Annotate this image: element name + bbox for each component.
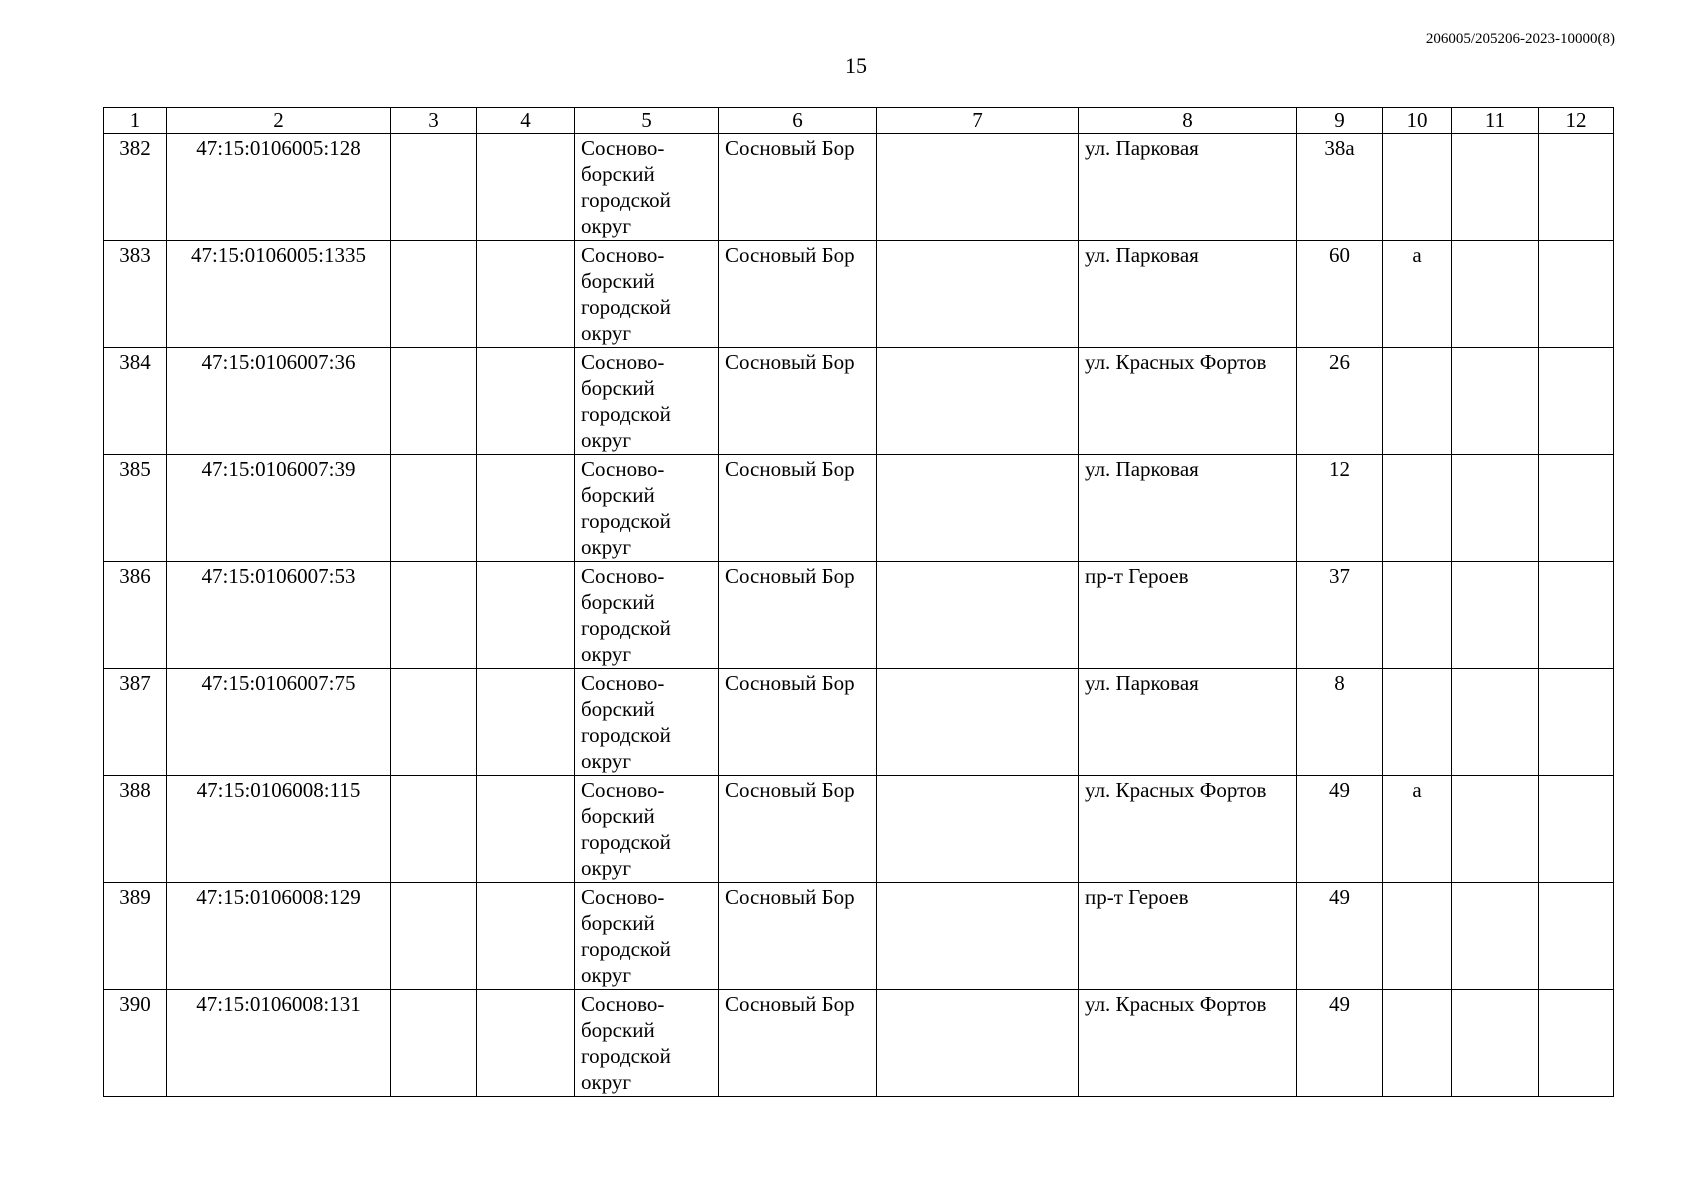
column-12-cell: [1539, 883, 1614, 990]
municipality-cell: Сосново-борский городской округ: [575, 455, 719, 562]
row-number-cell: 385: [104, 455, 167, 562]
street-cell: ул. Парковая: [1079, 134, 1297, 241]
column-4-cell: [477, 883, 575, 990]
column-4-cell: [477, 669, 575, 776]
municipality-cell: Сосново-борский городской округ: [575, 241, 719, 348]
column-12-cell: [1539, 562, 1614, 669]
column-3-cell: [391, 990, 477, 1097]
column-7-cell: [877, 990, 1079, 1097]
cadastral-number-cell: 47:15:0106007:53: [167, 562, 391, 669]
row-number-cell: 384: [104, 348, 167, 455]
column-3-cell: [391, 562, 477, 669]
cadastral-number-cell: 47:15:0106008:115: [167, 776, 391, 883]
column-12-cell: [1539, 348, 1614, 455]
table-row: [104, 455, 1614, 562]
house-number-cell: 26: [1297, 348, 1383, 455]
column-4-cell: [477, 241, 575, 348]
cadastral-number-cell: 47:15:0106007:75: [167, 669, 391, 776]
table-header: [104, 108, 1614, 134]
column-12-cell: [1539, 241, 1614, 348]
letter-cell: [1383, 990, 1452, 1097]
letter-cell: [1383, 562, 1452, 669]
column-7-cell: [877, 883, 1079, 990]
column-header: 3: [391, 108, 477, 134]
row-number-cell: 387: [104, 669, 167, 776]
street-cell: ул. Парковая: [1079, 669, 1297, 776]
letter-cell: [1383, 134, 1452, 241]
row-number-cell: 390: [104, 990, 167, 1097]
column-7-cell: [877, 134, 1079, 241]
street-cell: ул. Парковая: [1079, 241, 1297, 348]
letter-cell: [1383, 883, 1452, 990]
column-3-cell: [391, 455, 477, 562]
street-cell: ул. Красных Фортов: [1079, 348, 1297, 455]
column-7-cell: [877, 241, 1079, 348]
row-number-cell: 386: [104, 562, 167, 669]
house-number-cell: 12: [1297, 455, 1383, 562]
settlement-cell: Сосновый Бор: [719, 776, 877, 883]
municipality-cell: Сосново-борский городской округ: [575, 348, 719, 455]
column-4-cell: [477, 455, 575, 562]
column-3-cell: [391, 134, 477, 241]
street-cell: ул. Парковая: [1079, 455, 1297, 562]
column-11-cell: [1452, 241, 1539, 348]
column-3-cell: [391, 241, 477, 348]
settlement-cell: Сосновый Бор: [719, 883, 877, 990]
municipality-cell: Сосново-борский городской округ: [575, 562, 719, 669]
column-4-cell: [477, 348, 575, 455]
street-cell: ул. Красных Фортов: [1079, 776, 1297, 883]
street-cell: пр-т Героев: [1079, 562, 1297, 669]
column-7-cell: [877, 562, 1079, 669]
settlement-cell: Сосновый Бор: [719, 134, 877, 241]
table-row: [104, 883, 1614, 990]
table-row: [104, 562, 1614, 669]
column-11-cell: [1452, 776, 1539, 883]
column-header: 2: [167, 108, 391, 134]
municipality-cell: Сосново-борский городской округ: [575, 134, 719, 241]
cadastral-number-cell: 47:15:0106008:131: [167, 990, 391, 1097]
column-7-cell: [877, 348, 1079, 455]
column-3-cell: [391, 883, 477, 990]
column-7-cell: [877, 669, 1079, 776]
column-4-cell: [477, 776, 575, 883]
cadastral-number-cell: 47:15:0106007:36: [167, 348, 391, 455]
cadastral-number-cell: 47:15:0106005:128: [167, 134, 391, 241]
column-12-cell: [1539, 134, 1614, 241]
column-11-cell: [1452, 348, 1539, 455]
municipality-cell: Сосново-борский городской округ: [575, 669, 719, 776]
column-12-cell: [1539, 455, 1614, 562]
column-12-cell: [1539, 990, 1614, 1097]
row-number-cell: 389: [104, 883, 167, 990]
table-row: [104, 990, 1614, 1097]
street-cell: пр-т Героев: [1079, 883, 1297, 990]
document-reference: 206005/205206-2023-10000(8): [1425, 31, 1615, 47]
house-number-cell: 49: [1297, 776, 1383, 883]
column-header: 8: [1079, 108, 1297, 134]
row-number-cell: 382: [104, 134, 167, 241]
column-11-cell: [1452, 455, 1539, 562]
settlement-cell: Сосновый Бор: [719, 562, 877, 669]
page-number: 15: [845, 53, 867, 78]
column-header: 11: [1452, 108, 1539, 134]
row-number-cell: 388: [104, 776, 167, 883]
house-number-cell: 38а: [1297, 134, 1383, 241]
table-row: [104, 669, 1614, 776]
municipality-cell: Сосново-борский городской округ: [575, 990, 719, 1097]
column-12-cell: [1539, 776, 1614, 883]
table-body: [104, 134, 1614, 1097]
table-row: [104, 776, 1614, 883]
column-4-cell: [477, 134, 575, 241]
letter-cell: [1383, 455, 1452, 562]
letter-cell: [1383, 348, 1452, 455]
column-11-cell: [1452, 669, 1539, 776]
column-3-cell: [391, 776, 477, 883]
column-header: 1: [104, 108, 167, 134]
column-7-cell: [877, 455, 1079, 562]
column-11-cell: [1452, 562, 1539, 669]
settlement-cell: Сосновый Бор: [719, 241, 877, 348]
house-number-cell: 49: [1297, 883, 1383, 990]
cadastral-number-cell: 47:15:0106007:39: [167, 455, 391, 562]
column-11-cell: [1452, 990, 1539, 1097]
column-4-cell: [477, 990, 575, 1097]
house-number-cell: 8: [1297, 669, 1383, 776]
column-header: 12: [1539, 108, 1614, 134]
column-header: 9: [1297, 108, 1383, 134]
settlement-cell: Сосновый Бор: [719, 455, 877, 562]
column-header: 5: [575, 108, 719, 134]
address-registry-table: [103, 107, 1614, 1097]
column-header: 4: [477, 108, 575, 134]
letter-cell: [1383, 669, 1452, 776]
column-3-cell: [391, 669, 477, 776]
column-11-cell: [1452, 134, 1539, 241]
table-row: [104, 241, 1614, 348]
column-header: 7: [877, 108, 1079, 134]
cadastral-number-cell: 47:15:0106005:1335: [167, 241, 391, 348]
table-row: [104, 348, 1614, 455]
cadastral-number-cell: 47:15:0106008:129: [167, 883, 391, 990]
house-number-cell: 60: [1297, 241, 1383, 348]
column-3-cell: [391, 348, 477, 455]
row-number-cell: 383: [104, 241, 167, 348]
column-4-cell: [477, 562, 575, 669]
table-row: [104, 134, 1614, 241]
settlement-cell: Сосновый Бор: [719, 348, 877, 455]
settlement-cell: Сосновый Бор: [719, 669, 877, 776]
column-header: 10: [1383, 108, 1452, 134]
letter-cell: а: [1383, 776, 1452, 883]
header-row: [104, 108, 1614, 134]
house-number-cell: 37: [1297, 562, 1383, 669]
column-11-cell: [1452, 883, 1539, 990]
column-7-cell: [877, 776, 1079, 883]
street-cell: ул. Красных Фортов: [1079, 990, 1297, 1097]
settlement-cell: Сосновый Бор: [719, 990, 877, 1097]
municipality-cell: Сосново-борский городской округ: [575, 776, 719, 883]
letter-cell: а: [1383, 241, 1452, 348]
municipality-cell: Сосново-борский городской округ: [575, 883, 719, 990]
column-12-cell: [1539, 669, 1614, 776]
column-header: 6: [719, 108, 877, 134]
house-number-cell: 49: [1297, 990, 1383, 1097]
